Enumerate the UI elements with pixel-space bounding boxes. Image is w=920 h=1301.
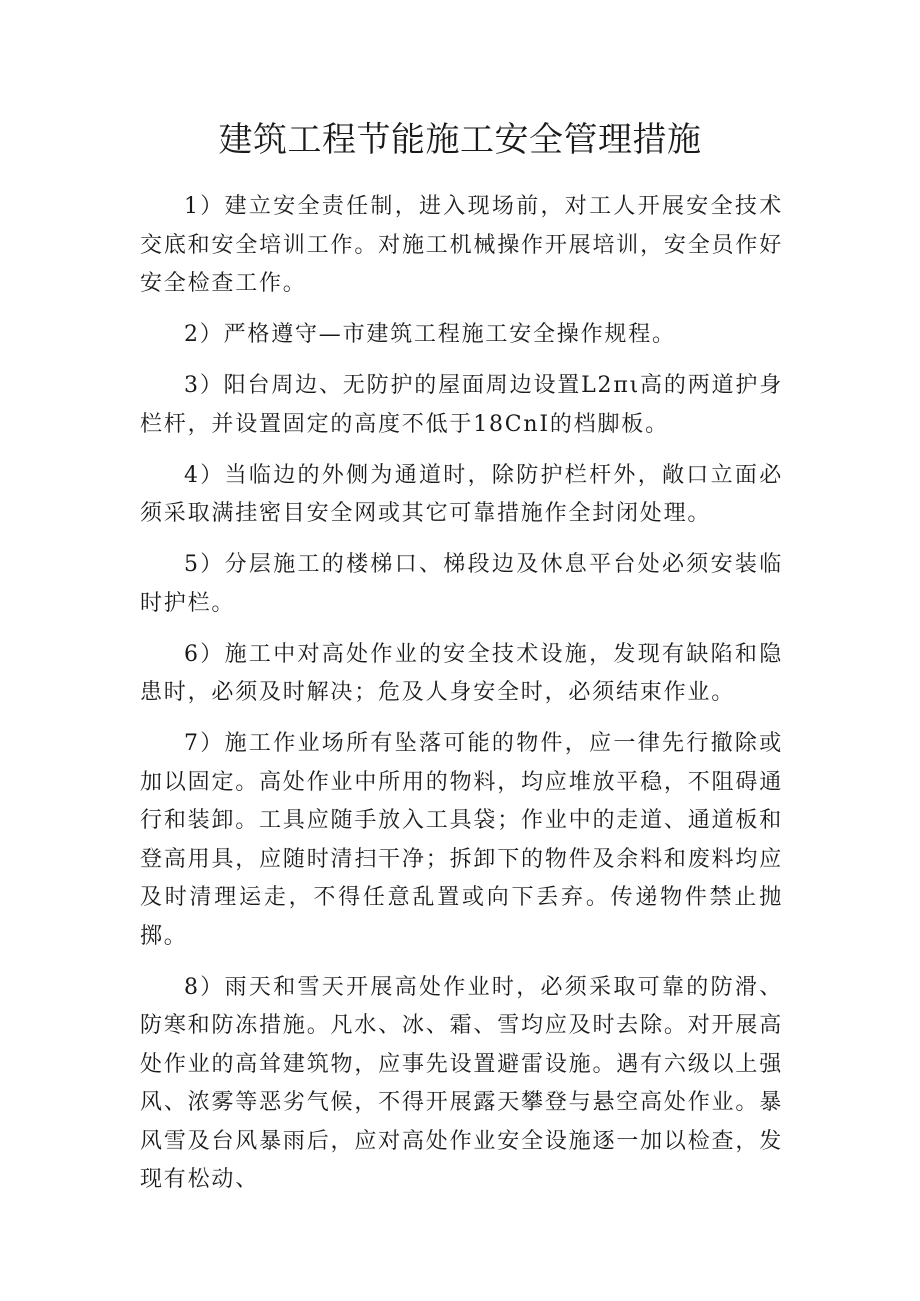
paragraph-3: 3）阳台周边、无防护的屋面周边设置L2πι高的两道护身栏杆，并设置固定的高度不低于18CnI的档脚板。 (140, 373, 783, 437)
paragraph-7: 7）施工作业场所有坠落可能的物件，应一律先行撤除或加以固定。高处作业中所用的物料，均应堆放平稳，不阻碍通行和装卸。工具应随手放入工具袋；作业中的走道、通道板和登高用具，应随时清扫干净；拆卸下的物件及余料和废料均应及时清理运走，不得任意乱置或向下丢弃。传递物件禁止抛掷。 (140, 731, 783, 949)
paragraph-5: 5）分层施工的楼梯口、梯段边及休息平台处必须安装临时护栏。 (140, 552, 783, 616)
paragraph-8: 8）雨天和雪天开展高处作业时，必须采取可靠的防滑、防寒和防冻措施。凡水、冰、霜、雪均应及时去除。对开展高处作业的高耸建筑物，应事先设置避雷设施。遇有六级以上强风、浓雾等恶劣气候，不得开展露天攀登与悬空高处作业。暴风雪及台风暴雨后，应对高处作业安全设施逐一加以检查，发现有松动、 (140, 974, 783, 1192)
paragraph-1: 1）建立安全责任制，进入现场前，对工人开展安全技术交底和安全培训工作。对施工机械操作开展培训，安全员作好安全检查工作。 (140, 194, 783, 296)
paragraph-2: 2）严格遵守—市建筑工程施工安全操作规程。 (184, 322, 676, 347)
document-body (140, 188, 783, 1212)
paragraph-4: 4）当临边的外侧为通道时，除防护栏杆外，敞口立面必须采取满挂密目安全网或其它可靠措施作全封闭处理。 (140, 462, 783, 526)
paragraph-6: 6）施工中对高处作业的安全技术设施，发现有缺陷和隐患时，必须及时解决；危及人身安全时，必须结束作业。 (140, 641, 783, 705)
document-title: 建筑工程节能施工安全管理措施 (218, 120, 702, 160)
